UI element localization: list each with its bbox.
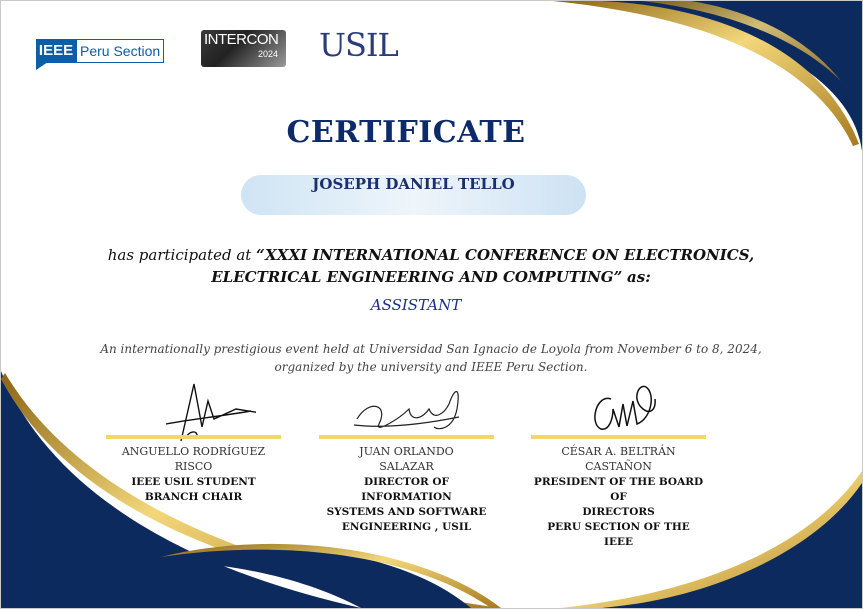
signature-line-1: [106, 435, 281, 439]
signature-block-3: [531, 379, 706, 548]
signatory-name-2: JUAN ORLANDO SALAZAR: [359, 445, 454, 473]
signatory-title-3: PRESIDENT OF THE BOARD OF DIRECTORS PERU SECTION OF THE IEEE: [533, 476, 704, 548]
usil-logo-text: USIL: [319, 26, 398, 64]
certificate-title: CERTIFICATE: [286, 115, 526, 150]
participant-role: ASSISTANT: [370, 296, 462, 314]
signatory-name-3: CÉSAR A. BELTRÁN CASTAÑON: [561, 445, 676, 473]
ieee-logo-box: IEEE: [36, 39, 76, 63]
conference-name: “XXXI INTERNATIONAL CONFERENCE ON ELECTRONICS, ELECTRICAL ENGINEERING AND COMPUTING”: [211, 246, 755, 286]
recipient-name: JOSEPH DANIEL TELLO: [241, 175, 586, 215]
participation-statement: [81, 244, 781, 288]
signature-block-2: [319, 379, 494, 533]
signatory-title-1: IEEE USIL STUDENT BRANCH CHAIR: [131, 476, 256, 503]
intercon-2024-logo: [201, 30, 286, 67]
participated-suffix: as:: [627, 268, 651, 286]
signature-line-2: [319, 435, 494, 439]
signature-line-3: [531, 435, 706, 439]
signature-block-1: [106, 379, 281, 524]
event-description: An internationally prestigious event held at Universidad San Ignacio de Loyola from November 6 to 8, 2024, organized by the university and IEEE Peru Section.: [100, 342, 762, 374]
intercon-logo-title: INTERCON: [204, 31, 279, 48]
signatory-title-2: DIRECTOR OF INFORMATION SYSTEMS AND SOFTWARE ENGINEERING , USIL: [326, 476, 487, 533]
signatory-name-1: ANGUELLO RODRÍGUEZ RISCO: [121, 445, 266, 473]
ieee-logo-tail-icon: [36, 62, 48, 70]
ieee-logo-text: Peru Section: [76, 39, 164, 63]
intercon-logo-year: 2024: [257, 49, 278, 59]
participated-prefix: has participated at: [107, 246, 252, 264]
ieee-peru-section-logo: [36, 31, 168, 69]
usil-logo: [319, 26, 398, 74]
